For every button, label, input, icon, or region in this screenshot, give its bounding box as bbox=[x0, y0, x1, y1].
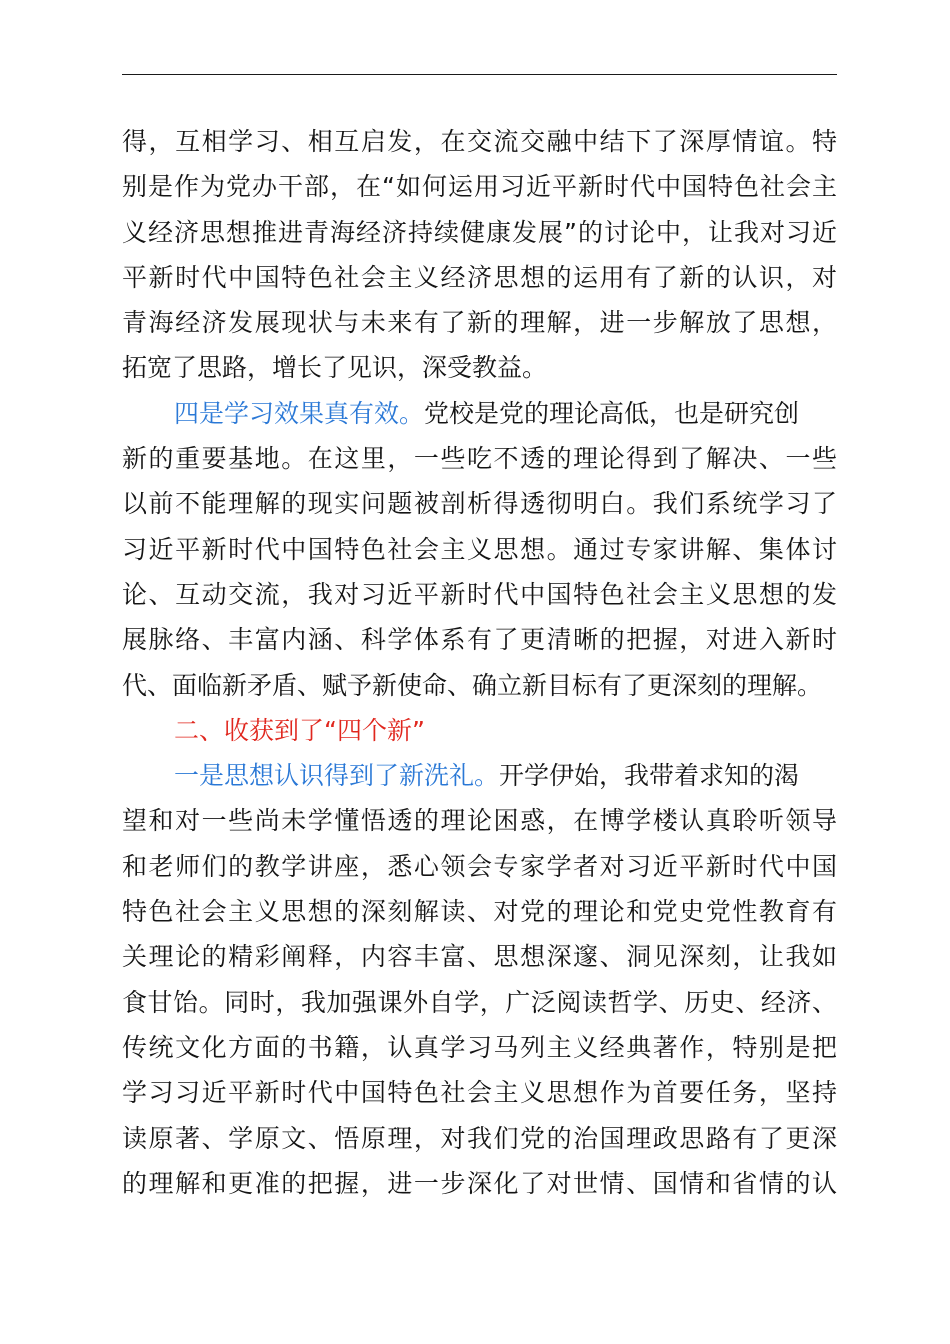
text-line: 和老师们的教学讲座，悉心领会专家学者对习近平新时代中国 bbox=[122, 851, 837, 881]
text-line: 得，互相学习、相互启发，在交流交融中结下了深厚情谊。特 bbox=[122, 127, 837, 156]
text-line: 平新时代中国特色社会主义经济思想的运用有了新的认识，对 bbox=[122, 262, 837, 292]
text-line: 别是作为党办干部，在“如何运用习近平新时代中国特色社会主 bbox=[122, 172, 837, 202]
text-line: 论、互动交流，我对习近平新时代中国特色社会主义思想的发 bbox=[122, 579, 837, 609]
text-line: 关理论的精彩阐释，内容丰富、思想深邃、洞见深刻，让我如 bbox=[122, 942, 837, 972]
text-line: 青海经济发展现状与未来有了新的理解，进一步解放了思想， bbox=[122, 308, 837, 338]
text-line: 拓宽了思路，增长了见识，深受教益。 bbox=[122, 353, 548, 383]
text-line: 义经济思想推进青海经济持续健康发展”的讨论中，让我对习近 bbox=[122, 217, 837, 247]
text-line: 传统文化方面的书籍，认真学习马列主义经典著作，特别是把 bbox=[122, 1032, 837, 1062]
text-line: 特色社会主义思想的深刻解读、对党的理论和党史党性教育有 bbox=[122, 897, 837, 927]
document-body bbox=[122, 119, 837, 1206]
subheading-point-one: 一是思想认识得到了新洗礼。 bbox=[174, 761, 500, 791]
text-line: 食甘饴。同时，我加强课外自学，广泛阅读哲学、历史、经济、 bbox=[122, 987, 837, 1017]
text-run: 开学伊始，我带着求知的渴 bbox=[499, 761, 800, 791]
text-line: 新的重要基地。在这里，一些吃不透的理论得到了解决、一些 bbox=[122, 444, 837, 474]
header-rule bbox=[122, 74, 837, 75]
text-line: 学习习近平新时代中国特色社会主义思想作为首要任务，坚持 bbox=[122, 1078, 837, 1108]
text-line: 以前不能理解的现实问题被剖析得透彻明白。我们系统学习了 bbox=[122, 489, 837, 519]
paragraph-start bbox=[122, 391, 837, 436]
text-line: 习近平新时代中国特色社会主义思想。通过专家讲解、集体讨 bbox=[122, 534, 837, 564]
section-heading: 二、收获到了“四个新” bbox=[174, 715, 425, 745]
text-run: 党校是党的理论高低，也是研究创 bbox=[424, 398, 800, 428]
text-line: 的理解和更准的把握，进一步深化了对世情、国情和省情的认 bbox=[122, 1168, 837, 1198]
text-line: 代、面临新矛盾、赋予新使命、确立新目标有了更深刻的理解。 bbox=[122, 670, 823, 700]
text-line: 读原著、学原文、悟原理，对我们党的治国理政思路有了更深 bbox=[122, 1123, 837, 1153]
subheading-point-four: 四是学习效果真有效。 bbox=[174, 398, 425, 428]
text-line: 望和对一些尚未学懂悟透的理论困惑，在博学楼认真聆听领导 bbox=[122, 806, 837, 836]
paragraph-start bbox=[122, 753, 837, 798]
text-line: 展脉络、丰富内涵、科学体系有了更清晰的把握，对进入新时 bbox=[122, 625, 837, 655]
